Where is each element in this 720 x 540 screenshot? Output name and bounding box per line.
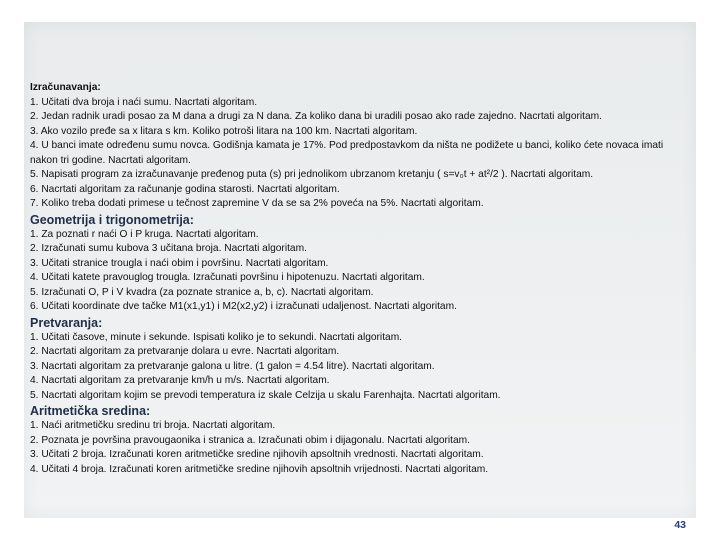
list-item: 1. Učitati dva broja i naći sumu. Nacrtati algoritam. [30, 96, 258, 108]
list-item: 3. Učitati stranice trougla i naći obim i površinu. Nacrtati algoritam. [30, 257, 329, 269]
list-item: 3. Učitati 2 broja. Izračunati koren aritmetičke sredine njihovih apsoltnih vrednosti. Nacrtati algoritam. [30, 449, 484, 460]
section-title: Geometrija i trigonometrija: [30, 212, 194, 227]
list-item: 2. Izračunati sumu kubova 3 učitana broja. Nacrtati algoritam. [30, 243, 307, 254]
list-item: 6. Učitati koordinate dve tačke M1(x1,y1) i M2(x2,y2) i izračunati udaljenost. Nacrtati algoritam. [30, 301, 457, 312]
list-item: 6. Nacrtati algoritam za računanje godina starosti. Nacrtati algoritam. [30, 183, 340, 195]
slide-content [30, 81, 690, 477]
list-item: 2. Nacrtati algoritam za pretvaranje dolara u evre. Nacrtati algoritam. [30, 346, 340, 357]
section-title: Izračunavanja: [30, 82, 101, 93]
list-item: 5. Napisati program za izračunavanje pređenog puta (s) pri jednolikom ubrzanom kretanju ( s=v₀t + at²/2 ). Nacrtati algoritam. [30, 169, 594, 180]
section-pretvaranja [30, 315, 690, 404]
list-item: 4. Učitati katete pravouglog trougla. Izračunati površinu i hipotenuzu. Nacrtati algoritam. [30, 272, 425, 283]
list-item: 5. Izračunati O, P i V kvadra (za poznate stranice a, b, c). Nacrtati algoritam. [30, 286, 374, 298]
section-izracunavanja [30, 81, 690, 212]
list-item: 7. Koliko treba dodati primese u tečnost zapremine V da se sa 2% poveća na 5%. Nacrtati algoritam. [30, 198, 484, 209]
list-item: 4. U banci imate određenu sumu novca. Godišnja kamata je 17%. Pod predpostavkom da ništa ne podižete u banci, koliko ćete novaca imati nakon tri godine. Nacrtati algoritam. [30, 140, 664, 166]
list-item: 5. Nacrtati algoritam kojim se prevodi temperatura iz skale Celzija u skalu Farenhajta. Nacrtati algoritam. [30, 389, 501, 401]
section-geometrija [30, 212, 690, 315]
list-item: 1. Naći aritmetičku sredinu tri broja. Nacrtati algoritam. [30, 420, 276, 431]
section-title: Aritmetička sredina: [30, 404, 151, 418]
list-item: 3. Ako vozilo pređe sa x litara s km. Koliko potroši litara na 100 km. Nacrtati algoritam. [30, 125, 418, 137]
list-item: 1. Za poznati r naći O i P kruga. Nacrtati algoritam. [30, 228, 259, 240]
page-number: 43 [674, 519, 686, 531]
list-item: 4. Nacrtati algoritam za pretvaranje km/h u m/s. Nacrtati algoritam. [30, 375, 330, 386]
list-item: 2. Poznata je površina pravougaonika i stranica a. Izračunati obim i dijagonalu. Nacrtati algoritam. [30, 434, 470, 446]
list-item: 2. Jedan radnik uradi posao za M dana a drugi za N dana. Za koliko dana bi uradili posao ako rade zajedno. Nacrtati algoritam. [30, 111, 602, 122]
list-item: 1. Učitati časove, minute i sekunde. Ispisati koliko je to sekundi. Nacrtati algoritam. [30, 331, 403, 343]
list-item: 4. Učitati 4 broja. Izračunati koren aritmetičke sredine njihovih apsoltnih vrijednosti. Nacrtati algoritam. [30, 463, 489, 475]
list-item: 3. Nacrtati algoritam za pretvaranje galona u litre. (1 galon = 4.54 litre). Nacrtati algoritam. [30, 360, 435, 372]
section-title: Pretvaranja: [30, 315, 103, 330]
section-aritmeticka-sredina [30, 403, 690, 477]
